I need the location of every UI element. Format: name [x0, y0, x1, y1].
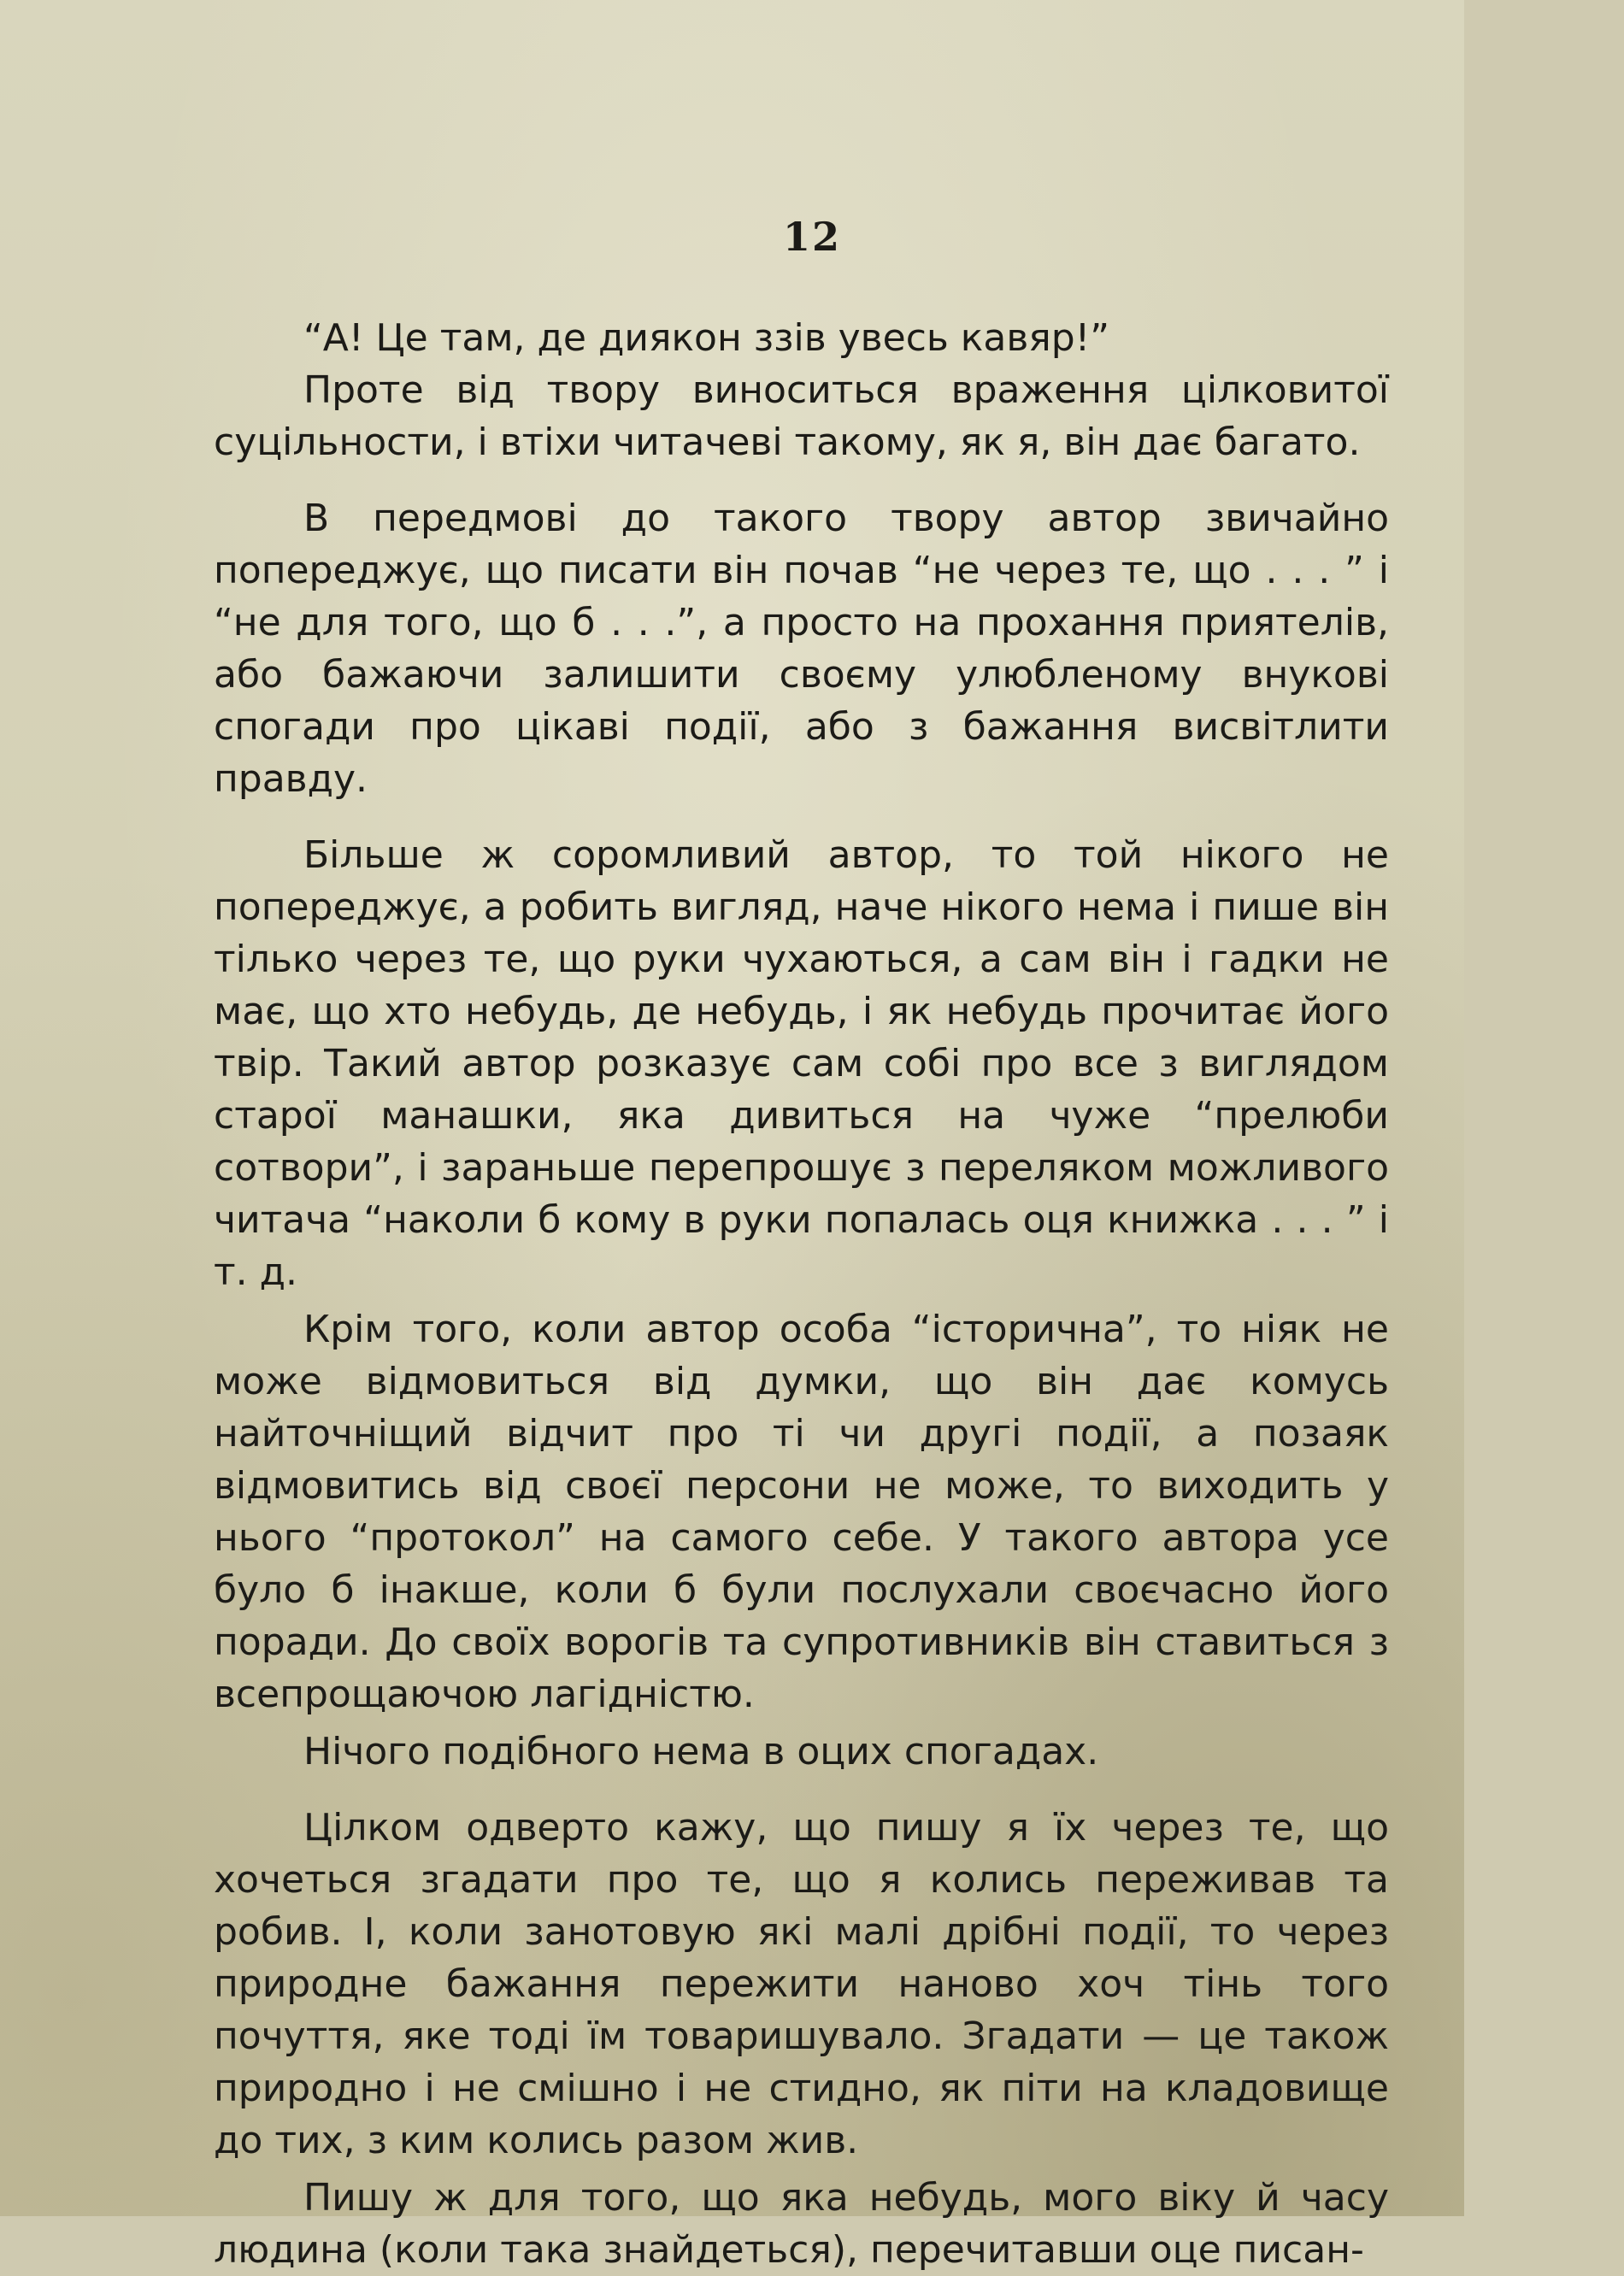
paragraph-purpose: Пишу ж для того, що яка небудь, мого віку й часу людина (коли така знайдеться), перечитавши оце писан- [214, 2176, 1389, 2272]
paragraph-historical-author: Крім того, коли автор особа “історична”, то ніяк не може відмовиться від думки, що він дає комусь найточніщий відчит про ті чи другі події, а позаяк відмовитись від своєї персони не може, то виходить у нього “протокол” на самого себе. У такого автора усе було б інакше, коли б були послухали своєчасно його поради. До своїх ворогів та супротивників він ставиться з всепрощаючою лагідністю. [214, 1308, 1389, 1716]
page-number: 12 [782, 214, 841, 260]
page-text [214, 312, 1389, 2276]
paragraph-frankly: Цілком одверто кажу, що пишу я їх через те, що хочеться згадати про те, що я колись переживав та робив. І, коли занотовую які малі дрібні події, то через природне бажання пережити наново хоч тінь того почуття, яке тоді їм товаришувало. Згадати — це також природно і не смішно і не стидно, як піти на кладовище до тих, з ким колись разом жив. [214, 1806, 1389, 2162]
paragraph-quote: “А! Це там, де диякон ззів увесь кавяр!” [303, 316, 1110, 360]
paragraph-shy-author: Більше ж соромливий автор, то той нікого не попереджує, а робить вигляд, наче нікого нема і пише він тілько через те, що руки чухаються, а сам він і гадки не має, що хто небудь, де небудь, і як небудь прочитає його твір. Такий автор розказує сам собі про все з виглядом старої манашки, яка дивиться на чуже “прелюби сотвори”, і зараньше перепрошує з переляком можливого читача “наколи б кому в руки попалась оця книжка . . . ” і т. д. [214, 833, 1389, 1294]
paragraph-nothing-similar: Нічого подібного нема в оцих спогадах. [303, 1730, 1099, 1773]
paragraph-preface: В передмові до такого твору автор звичайно попереджує, що писати він почав “не через те, що . . . ” і “не для того, що б . . .”, а просто на прохання приятелів, або бажаючи залишити своєму улюбленому внукові спогади про цікаві події, або з бажання висвітлити правду. [214, 497, 1389, 801]
paragraph-impression: Проте від твору виноситься враження цілковитої суцільности, і втіхи читачеві такому, як я, він дає багато. [214, 368, 1389, 464]
